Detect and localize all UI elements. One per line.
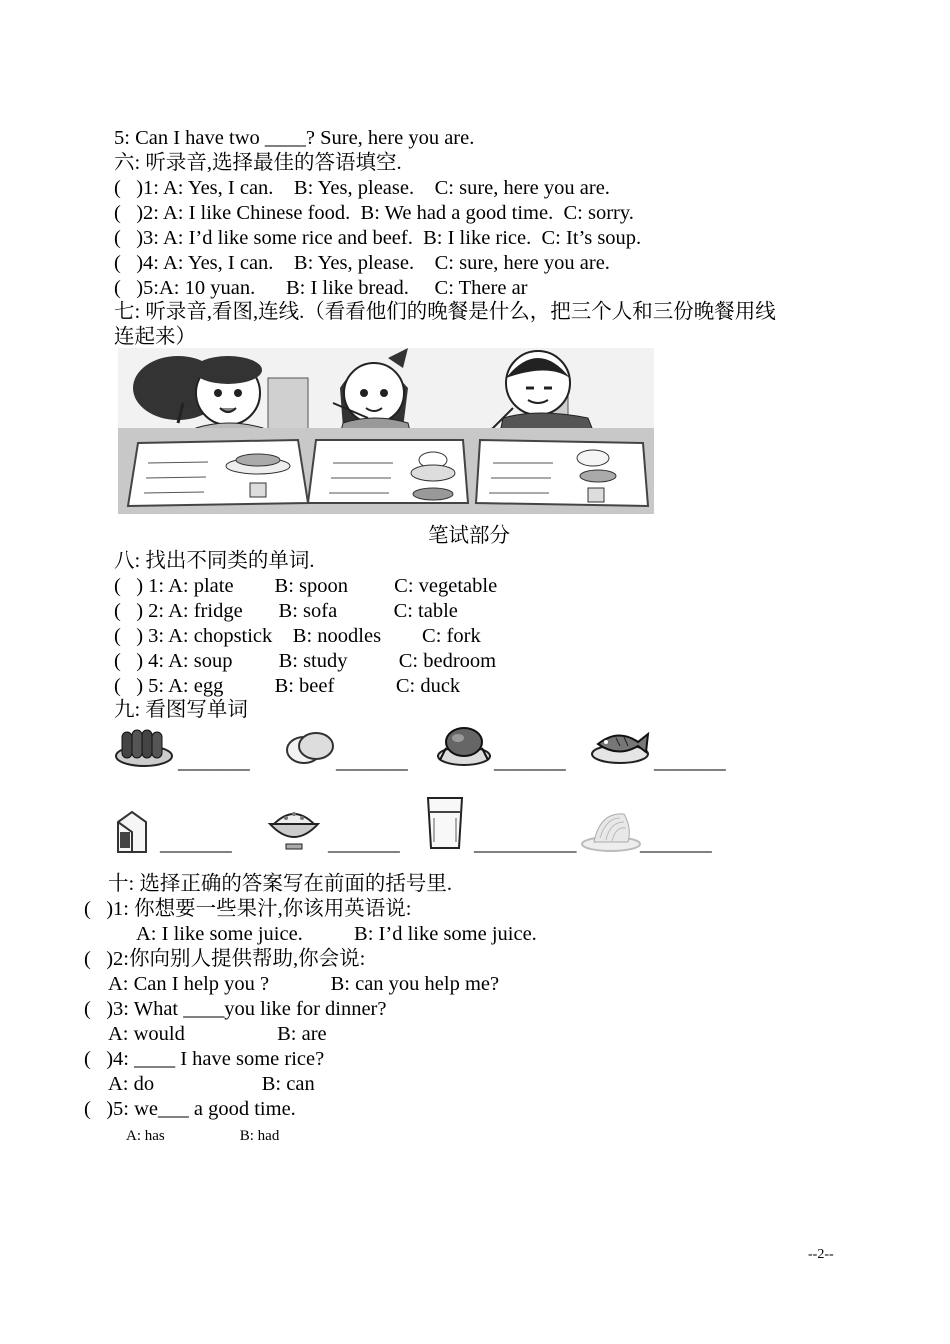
section-10-q2-options: A: Can I help you ? B: can you help me? — [108, 973, 500, 995]
bread-slices-icon — [284, 730, 336, 766]
rice-bowl-icon — [266, 804, 322, 852]
section-10-q2: ( )2:你向别人提供帮助,你会说: — [84, 948, 366, 970]
three-kids-dinner-illustration — [118, 348, 654, 514]
section-10-q4: ( )4: ____ I have some rice? — [84, 1048, 325, 1070]
section-7-title-line-2: 连起来） — [114, 326, 196, 348]
question-5-tail: 5: Can I have two ____? Sure, here you are. — [114, 127, 475, 149]
sausage-plate-icon — [114, 722, 174, 768]
section-10-q1: ( )1: 你想要一些果汁,你该用英语说: — [84, 898, 412, 920]
section-8-item-5: ( ) 5: A: egg B: beef C: duck — [114, 675, 461, 697]
section-10-q3: ( )3: What ____you like for dinner? — [84, 998, 387, 1020]
section-10-q1-options: A: I like some juice. B: I’d like some juice. — [136, 923, 537, 945]
answer-blank-1[interactable]: _______ — [178, 751, 250, 773]
roast-chicken-icon — [436, 718, 492, 768]
milk-carton-icon — [112, 808, 152, 854]
glass-of-water-icon — [424, 794, 466, 852]
answer-blank-5[interactable]: _______ — [160, 833, 232, 855]
placemat-middle — [308, 440, 468, 503]
section-9-title: 九: 看图写单词 — [114, 699, 248, 721]
placemat-right — [476, 440, 648, 506]
section-8-item-3: ( ) 3: A: chopstick B: noodles C: fork — [114, 625, 481, 647]
section-8-item-4: ( ) 4: A: soup B: study C: bedroom — [114, 650, 497, 672]
written-part-heading: 笔试部分 — [428, 525, 510, 547]
answer-blank-8[interactable]: _______ — [640, 833, 712, 855]
section-6-item-5: ( )5:A: 10 yuan. B: I like bread. C: There ar — [114, 277, 528, 299]
section-10-q3-options: A: would B: are — [108, 1023, 327, 1045]
placemat-left — [128, 440, 308, 506]
section-8-item-1: ( ) 1: A: plate B: spoon C: vegetable — [114, 575, 498, 597]
section-6-title: 六: 听录音,选择最佳的答语填空. — [114, 152, 402, 174]
fish-plate-icon — [588, 722, 652, 766]
section-10-q5: ( )5: we___ a good time. — [84, 1098, 296, 1120]
section-8-title: 八: 找出不同类的单词. — [114, 550, 315, 572]
answer-blank-6[interactable]: _______ — [328, 833, 400, 855]
section-6-item-4: ( )4: A: Yes, I can. B: Yes, please. C: sure, here you are. — [114, 252, 610, 274]
noodles-plate-icon — [580, 808, 642, 852]
section-6-item-2: ( )2: A: I like Chinese food. B: We had a good time. C: sorry. — [114, 202, 634, 224]
section-10-q4-options: A: do B: can — [108, 1073, 315, 1095]
section-7-title-line-1: 七: 听录音,看图,连线.（看看他们的晚餐是什么，把三个人和三份晚餐用线 — [114, 301, 776, 323]
answer-blank-4[interactable]: _______ — [654, 751, 726, 773]
answer-blank-3[interactable]: _______ — [494, 751, 566, 773]
section-10-title: 十: 选择正确的答案写在前面的括号里. — [108, 873, 452, 895]
section-8-item-2: ( ) 2: A: fridge B: sofa C: table — [114, 600, 458, 622]
section-6-item-1: ( )1: A: Yes, I can. B: Yes, please. C: sure, here you are. — [114, 177, 610, 199]
answer-blank-7[interactable]: __________ — [474, 833, 577, 855]
answer-blank-2[interactable]: _______ — [336, 751, 408, 773]
section-6-item-3: ( )3: A: I’d like some rice and beef. B: I like rice. C: It’s soup. — [114, 227, 642, 249]
section-10-q5-options: A: has B: had — [126, 1128, 280, 1144]
page-number: --2-- — [808, 1247, 834, 1262]
